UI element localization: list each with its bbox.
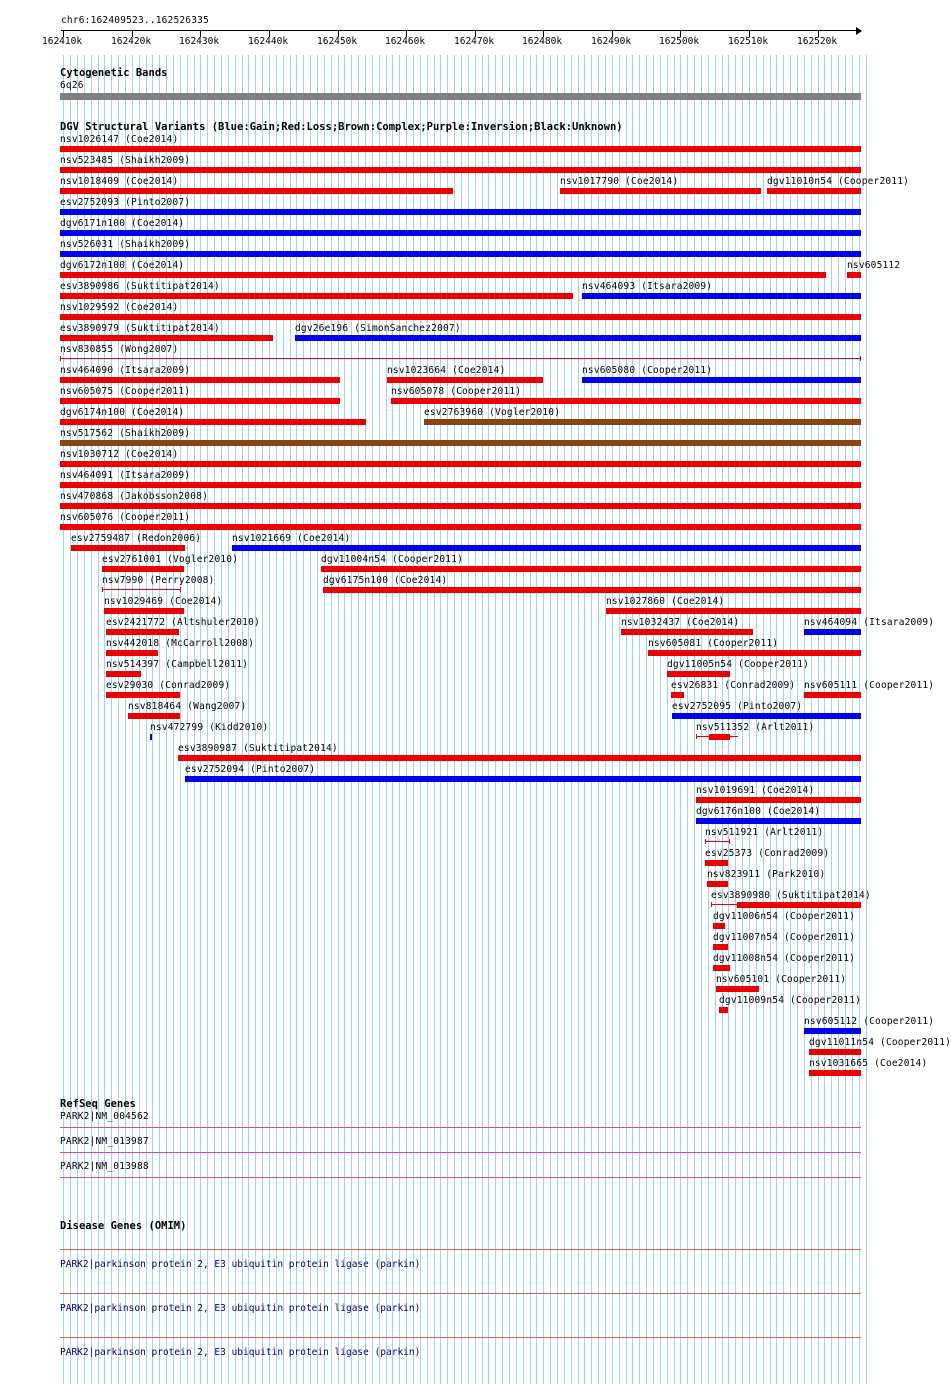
dgv-feature-cap	[696, 734, 697, 739]
dgv-feature-label: nsv1018409 (Coe2014)	[60, 176, 179, 187]
dgv-feature-label: nsv1017790 (Coe2014)	[560, 176, 679, 187]
ruler-tick-label: 162520k	[797, 36, 838, 47]
dgv-feature-bar[interactable]	[560, 188, 761, 194]
dgv-feature-label: esv2752094 (Pinto2007)	[185, 764, 316, 775]
dgv-feature-label: nsv470868 (Jakobsson2008)	[60, 491, 208, 502]
dgv-feature-label: nsv464091 (Itsara2009)	[60, 470, 191, 481]
dgv-feature-bar[interactable]	[582, 293, 861, 299]
dgv-feature-bar[interactable]	[709, 734, 730, 740]
dgv-feature-label: nsv442018 (McCarroll2008)	[106, 638, 254, 649]
dgv-feature-bar[interactable]	[713, 965, 730, 971]
dgv-feature-label: nsv1030712 (Coe2014)	[60, 449, 179, 460]
dgv-feature-bar[interactable]	[60, 419, 366, 425]
dgv-feature-bar[interactable]	[809, 1070, 861, 1076]
ruler-tick-label: 162510k	[728, 36, 769, 47]
dgv-feature-bar[interactable]	[809, 1049, 861, 1055]
dgv-feature-bar[interactable]	[60, 358, 861, 359]
dgv-feature-bar[interactable]	[321, 566, 861, 572]
dgv-feature-bar[interactable]	[323, 587, 861, 593]
dgv-feature-label: nsv1023664 (Coe2014)	[387, 365, 506, 376]
dgv-feature-label: nsv1029592 (Coe2014)	[60, 302, 179, 313]
dgv-feature-label: nsv605112	[847, 260, 901, 271]
dgv-feature-bar[interactable]	[295, 335, 861, 341]
ruler-line	[61, 30, 861, 31]
dgv-feature-cap	[180, 587, 181, 592]
dgv-feature-bar[interactable]	[71, 545, 185, 551]
dgv-feature-label: dgv6171n100 (Coe2014)	[60, 218, 185, 229]
dgv-feature-label: dgv11006n54 (Cooper2011)	[713, 911, 856, 922]
dgv-feature-bar[interactable]	[705, 860, 728, 866]
dgv-feature-label: nsv464094 (Itsara2009)	[804, 617, 935, 628]
dgv-feature-label: dgv11009n54 (Cooper2011)	[719, 995, 862, 1006]
dgv-feature-label: nsv1021669 (Coe2014)	[232, 533, 351, 544]
dgv-feature-cap	[711, 902, 712, 907]
dgv-feature-cap	[729, 839, 730, 844]
ruler-tick-label: 162420k	[111, 36, 152, 47]
dgv-feature-bar[interactable]	[606, 608, 861, 614]
dgv-feature-label: esv3890980 (Suktitipat2014)	[711, 890, 871, 901]
dgv-feature-label: esv3890986 (Suktitipat2014)	[60, 281, 220, 292]
dgv-feature-cap	[705, 839, 706, 844]
dgv-feature-label: nsv605076 (Cooper2011)	[60, 512, 191, 523]
dgv-feature-bar[interactable]	[696, 818, 861, 824]
dgv-feature-cap	[860, 356, 861, 361]
dgv-feature-bar[interactable]	[671, 692, 684, 698]
dgv-feature-bar[interactable]	[232, 545, 861, 551]
dgv-feature-bar[interactable]	[60, 461, 861, 467]
omim-gene-bar[interactable]	[60, 1293, 861, 1294]
dgv-feature-label: nsv818464 (Wang2007)	[128, 701, 247, 712]
dgv-feature-bar[interactable]	[60, 440, 861, 446]
dgv-feature-label: nsv1029469 (Coe2014)	[104, 596, 223, 607]
dgv-feature-bar[interactable]	[804, 1028, 861, 1034]
dgv-feature-label: nsv511352 (Arlt2011)	[696, 722, 815, 733]
refseq-gene-bar[interactable]	[60, 1127, 861, 1128]
dgv-feature-bar[interactable]	[847, 272, 861, 278]
dgv-feature-label: nsv514397 (Campbell2011)	[106, 659, 249, 670]
dgv-feature-bar[interactable]	[104, 608, 184, 614]
cytoband-bar[interactable]	[60, 93, 861, 100]
omim-gene-label[interactable]: PARK2|parkinson protein 2, E3 ubiquitin protein ligase (parkin)	[60, 1303, 421, 1314]
ruler-tick-label: 162490k	[591, 36, 632, 47]
dgv-feature-bar[interactable]	[705, 841, 730, 842]
omim-gene-label[interactable]: PARK2|parkinson protein 2, E3 ubiquitin protein ligase (parkin)	[60, 1347, 421, 1358]
refseq-track-title: RefSeq Genes	[60, 1098, 136, 1110]
dgv-feature-label: nsv472799 (Kidd2010)	[150, 722, 269, 733]
dgv-feature-label: nsv605111 (Cooper2011)	[804, 680, 935, 691]
dgv-feature-bar[interactable]	[713, 944, 728, 950]
dgv-feature-label: esv2752095 (Pinto2007)	[672, 701, 803, 712]
dgv-feature-label: nsv1027860 (Coe2014)	[606, 596, 725, 607]
dgv-feature-label: dgv11005n54 (Cooper2011)	[667, 659, 810, 670]
dgv-feature-bar[interactable]	[60, 230, 861, 236]
dgv-feature-bar[interactable]	[178, 755, 861, 761]
dgv-feature-cap	[102, 587, 103, 592]
dgv-feature-label: nsv464090 (Itsara2009)	[60, 365, 191, 376]
refseq-gene-bar[interactable]	[60, 1152, 861, 1153]
dgv-feature-label: nsv605075 (Cooper2011)	[60, 386, 191, 397]
ruler-tick-label: 162450k	[317, 36, 358, 47]
dgv-feature-bar[interactable]	[60, 503, 861, 509]
dgv-feature-label: nsv1019691 (Coe2014)	[696, 785, 815, 796]
dgv-feature-label: dgv11004n54 (Cooper2011)	[321, 554, 464, 565]
dgv-feature-bar[interactable]	[128, 713, 180, 719]
dgv-feature-label: nsv7990 (Perry2008)	[102, 575, 215, 586]
dgv-feature-label: nsv605080 (Cooper2011)	[582, 365, 713, 376]
cytoband-label: 6q26	[60, 80, 84, 91]
dgv-feature-bar[interactable]	[60, 293, 573, 299]
dgv-feature-bar[interactable]	[804, 692, 861, 698]
dgv-feature-label: nsv823911 (Park2010)	[707, 869, 826, 880]
dgv-feature-cap	[60, 356, 61, 361]
dgv-feature-bar[interactable]	[696, 797, 861, 803]
cytoband-track-title: Cytogenetic Bands	[60, 67, 168, 79]
dgv-feature-bar[interactable]	[707, 881, 728, 887]
dgv-feature-bar[interactable]	[60, 272, 826, 278]
dgv-feature-bar[interactable]	[106, 692, 180, 698]
dgv-feature-label: nsv1026147 (Coe2014)	[60, 134, 179, 145]
dgv-feature-label: dgv6176n100 (Coe2014)	[696, 806, 821, 817]
dgv-feature-label: nsv605078 (Cooper2011)	[391, 386, 522, 397]
refseq-gene-label: PARK2|NM_004562	[60, 1111, 149, 1122]
dgv-feature-bar[interactable]	[60, 167, 861, 173]
dgv-feature-label: nsv464093 (Itsara2009)	[582, 281, 713, 292]
dgv-feature-label: esv2759487 (Redon2006)	[71, 533, 202, 544]
dgv-feature-label: nsv517562 (Shaikh2009)	[60, 428, 191, 439]
ruler-tick-label: 162410k	[42, 36, 83, 47]
dgv-feature-label: dgv11008n54 (Cooper2011)	[713, 953, 856, 964]
dgv-feature-bar[interactable]	[767, 188, 861, 194]
dgv-feature-label: esv2761001 (Vogler2010)	[102, 554, 239, 565]
dgv-feature-bar[interactable]	[387, 377, 543, 383]
dgv-feature-bar[interactable]	[60, 335, 273, 341]
ruler-tick-label: 162460k	[385, 36, 426, 47]
ruler-position-label: chr6:162409523..162526335	[61, 15, 209, 26]
refseq-gene-label: PARK2|NM_013988	[60, 1161, 149, 1172]
dgv-feature-bar[interactable]	[102, 589, 181, 590]
dgv-feature-bar[interactable]	[60, 251, 861, 257]
dgv-feature-bar[interactable]	[713, 923, 725, 929]
dgv-feature-label: esv2421772 (Altshuler2010)	[106, 617, 260, 628]
ruler-arrow-icon	[856, 27, 862, 35]
ruler-tick-label: 162500k	[659, 36, 700, 47]
dgv-feature-label: esv29030 (Conrad2009)	[106, 680, 231, 691]
dgv-feature-bar[interactable]	[60, 314, 861, 320]
dgv-feature-bar[interactable]	[60, 377, 340, 383]
omim-gene-bar[interactable]	[60, 1337, 861, 1338]
dgv-feature-bar[interactable]	[716, 986, 759, 992]
omim-track-title: Disease Genes (OMIM)	[60, 1220, 187, 1232]
dgv-feature-label: nsv1031665 (Coe2014)	[809, 1058, 928, 1069]
dgv-feature-bar[interactable]	[106, 629, 179, 635]
dgv-feature-label: nsv523485 (Shaikh2009)	[60, 155, 191, 166]
dgv-feature-bar[interactable]	[582, 377, 861, 383]
dgv-feature-label: nsv605112 (Cooper2011)	[804, 1016, 935, 1027]
refseq-gene-bar[interactable]	[60, 1177, 861, 1178]
dgv-feature-label: dgv11010n54 (Cooper2011)	[767, 176, 910, 187]
dgv-feature-label: nsv1032437 (Coe2014)	[621, 617, 740, 628]
dgv-feature-bar[interactable]	[60, 209, 861, 215]
dgv-feature-bar[interactable]	[102, 566, 184, 572]
dgv-feature-label: esv25373 (Conrad2009)	[705, 848, 830, 859]
dgv-feature-bar[interactable]	[60, 524, 861, 530]
ruler-tick-label: 162480k	[522, 36, 563, 47]
dgv-feature-label: nsv830855 (Wong2007)	[60, 344, 179, 355]
dgv-feature-label: nsv511921 (Arlt2011)	[705, 827, 824, 838]
dgv-feature-bar[interactable]	[60, 188, 453, 194]
dgv-feature-label: esv3890979 (Suktitipat2014)	[60, 323, 220, 334]
dgv-feature-label: dgv6174n100 (Coe2014)	[60, 407, 185, 418]
omim-gene-bar[interactable]	[60, 1249, 861, 1250]
dgv-feature-label: esv2752093 (Pinto2007)	[60, 197, 191, 208]
dgv-feature-bar[interactable]	[150, 734, 152, 740]
dgv-feature-label: dgv11011n54 (Cooper2011)	[809, 1037, 951, 1048]
refseq-gene-label: PARK2|NM_013987	[60, 1136, 149, 1147]
ruler-tick-label: 162440k	[248, 36, 289, 47]
dgv-feature-bar[interactable]	[106, 650, 158, 656]
dgv-feature-bar[interactable]	[185, 776, 861, 782]
dgv-feature-bar[interactable]	[672, 713, 861, 719]
ruler-tick-label: 162470k	[454, 36, 495, 47]
dgv-feature-bar[interactable]	[621, 629, 753, 635]
dgv-feature-bar[interactable]	[719, 1007, 728, 1013]
dgv-feature-bar[interactable]	[804, 629, 861, 635]
dgv-feature-label: dgv6172n100 (Coe2014)	[60, 260, 185, 271]
dgv-feature-label: dgv26e196 (SimonSanchez2007)	[295, 323, 461, 334]
dgv-feature-bar[interactable]	[424, 419, 861, 425]
dgv-feature-label: esv26831 (Conrad2009)	[671, 680, 796, 691]
dgv-feature-bar[interactable]	[667, 671, 730, 677]
dgv-feature-label: nsv605101 (Cooper2011)	[716, 974, 847, 985]
dgv-feature-bar[interactable]	[60, 482, 861, 488]
ruler-tick-label: 162430k	[179, 36, 220, 47]
dgv-feature-label: dgv11007n54 (Cooper2011)	[713, 932, 856, 943]
dgv-feature-bar[interactable]	[648, 650, 861, 656]
dgv-feature-bar[interactable]	[60, 398, 340, 404]
dgv-feature-label: dgv6175n100 (Coe2014)	[323, 575, 448, 586]
dgv-track-title: DGV Structural Variants (Blue:Gain;Red:Loss;Brown:Complex;Purple:Inversion;Black:Unknown)	[60, 121, 623, 133]
dgv-feature-bar[interactable]	[391, 398, 861, 404]
dgv-feature-label: esv3890987 (Suktitipat2014)	[178, 743, 338, 754]
omim-gene-label[interactable]: PARK2|parkinson protein 2, E3 ubiquitin protein ligase (parkin)	[60, 1259, 421, 1270]
dgv-feature-label: nsv526031 (Shaikh2009)	[60, 239, 191, 250]
dgv-feature-label: nsv605081 (Cooper2011)	[648, 638, 779, 649]
dgv-feature-bar[interactable]	[60, 146, 861, 152]
dgv-feature-bar[interactable]	[106, 671, 141, 677]
dgv-feature-label: esv2763960 (Vogler2010)	[424, 407, 561, 418]
dgv-feature-bar[interactable]	[737, 902, 861, 908]
